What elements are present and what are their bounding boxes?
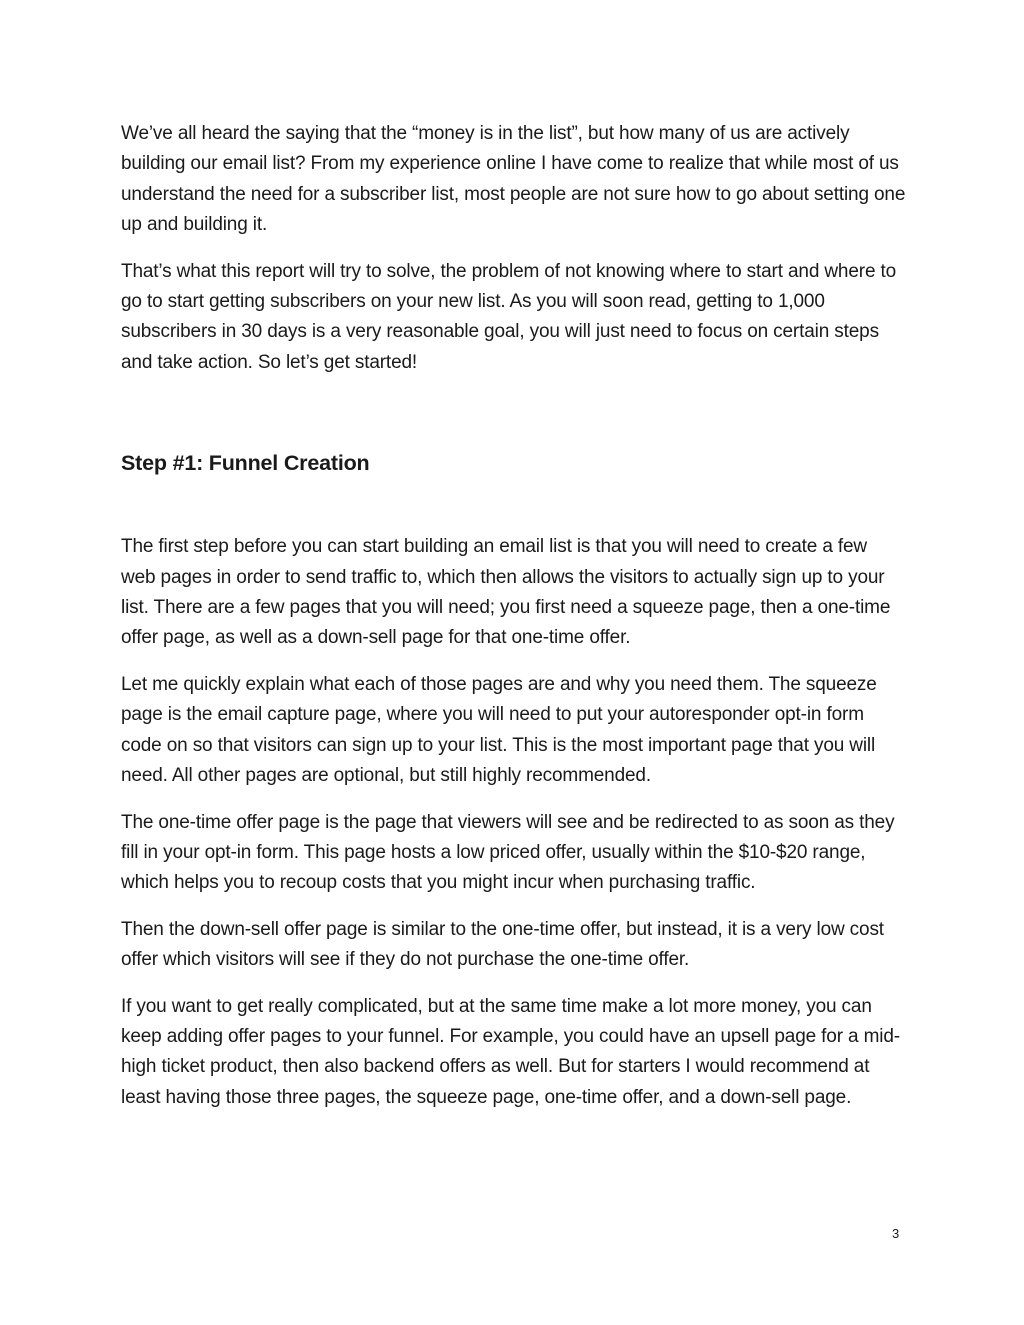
page-number: 3 [892, 1226, 900, 1241]
spacer [121, 394, 906, 448]
section-paragraph-3: The one-time offer page is the page that viewers will see and be redirected to as soon as they fill in your opt-in form. This page hosts a low priced offer, usually within the $10-$20 range, which helps you to recoup costs that you might incur when purchasing traffic. [121, 811, 895, 894]
document-page [121, 119, 906, 1129]
section-paragraph-1: The first step before you can start building an email list is that you will need to create a few web pages in order to send traffic to, which then allows the visitors to actually sign up to your list. There are a few pages that you will need; you first need a squeeze page, then a one-time offer page, as well as a down-sell page for that one-time offer. [121, 536, 891, 649]
intro-paragraph-2: That’s what this report will try to solve, the problem of not knowing where to start and where to go to start getting subscribers on your new list. As you will soon read, getting to 1,000 subscribers in 30 days is a very reasonable goal, you will just need to focus on certain steps and take action. So let’s get started! [121, 260, 897, 373]
spacer [121, 478, 906, 532]
section-heading: Step #1: Funnel Creation [121, 451, 370, 476]
section-paragraph-2: Let me quickly explain what each of those pages are and why you need them. The squeeze page is the email capture page, where you will need to put your autoresponder opt-in form code on so that visitors can sign up to your list. This is the most important page that you will need. All other pages are optional, but still highly recommended. [121, 673, 877, 787]
section-paragraph-4: Then the down-sell offer page is similar to the one-time offer, but instead, it is a very low cost offer which visitors will see if they do not purchase the one-time offer. [121, 918, 884, 971]
intro-paragraph-1: We’ve all heard the saying that the “money is in the list”, but how many of us are actively building our email list? From my experience online I have come to realize that while most of us understand the need for a subscriber list, most people are not sure how to go about setting one up and building it. [121, 123, 906, 236]
section-paragraph-5: If you want to get really complicated, but at the same time make a lot more money, you can keep adding offer pages to your funnel. For example, you could have an upsell page for a mid-high ticket product, then also backend offers as well. But for starters I would recommend at least having those three pages, the squeeze page, one-time offer, and a down-sell page. [121, 995, 900, 1108]
